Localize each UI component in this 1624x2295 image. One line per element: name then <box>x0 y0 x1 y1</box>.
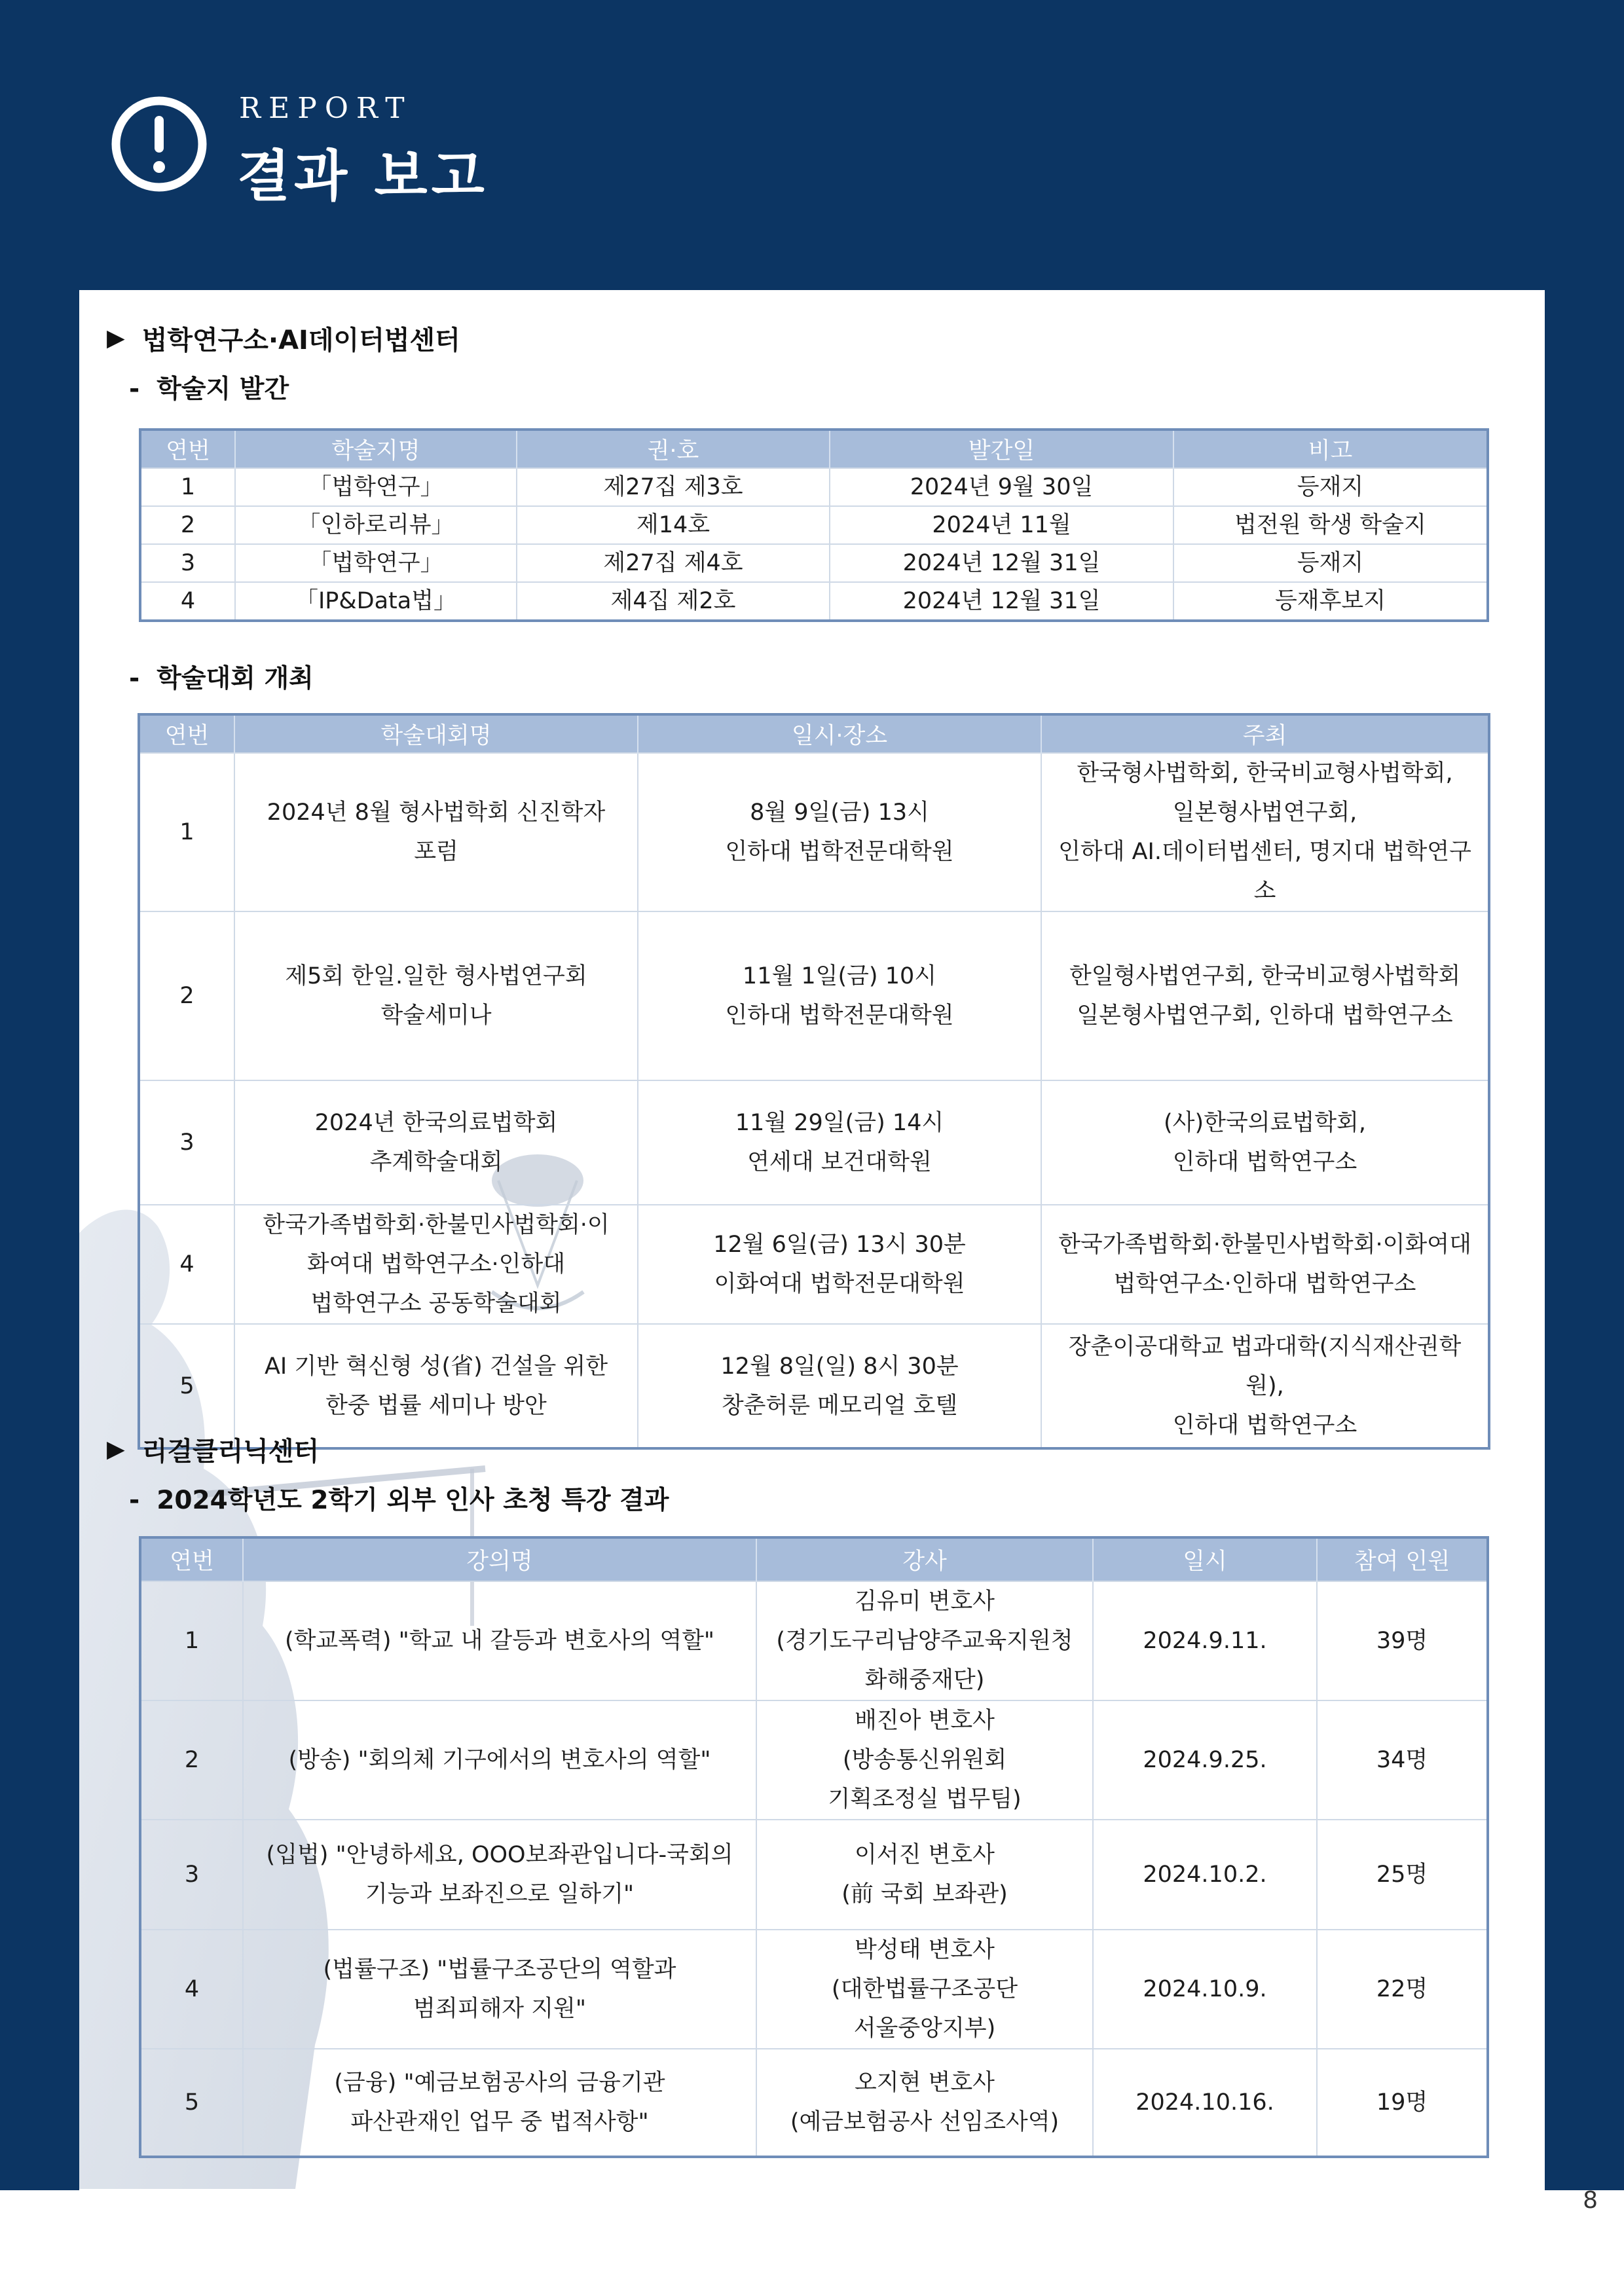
cell-note: 등재지 <box>1173 468 1488 506</box>
cell-lecture-title: (입법) "안녕하세요, OOO보좌관입니다-국회의 기능과 보좌진으로 일하기" <box>243 1820 756 1930</box>
section-heading-law-institute: ▶ 법학연구소·AI데이터법센터 <box>107 325 460 356</box>
column-header: 일시·장소 <box>638 714 1041 753</box>
cell-note: 등재후보지 <box>1173 582 1488 621</box>
table-header-row <box>140 430 1488 468</box>
cell-date: 2024.9.11. <box>1093 1581 1317 1700</box>
cell-lecture-title: (금융) "예금보험공사의 금융기관 파산관재인 업무 중 법적사항" <box>243 2049 756 2157</box>
cell-no: 5 <box>140 2049 243 2157</box>
triangle-bullet-icon: ▶ <box>107 1436 125 1463</box>
column-header: 발간일 <box>830 430 1173 468</box>
exclamation-icon <box>110 95 208 193</box>
section-heading-legal-clinic: ▶ 리걸클리닉센터 <box>107 1436 320 1467</box>
cell-datetime-place: 8월 9일(금) 13시 인하대 법학전문대학원 <box>638 753 1041 911</box>
report-kicker: REPORT <box>239 92 413 125</box>
cell-conference-name: 2024년 8월 형사법학회 신진학자 포럼 <box>234 753 638 911</box>
column-header: 주최 <box>1041 714 1489 753</box>
table-row <box>140 1581 1488 1700</box>
cell-conference-name: AI 기반 혁신형 성(省) 건설을 위한 한중 법률 세미나 방안 <box>234 1324 638 1448</box>
page-title: 결과 보고 <box>237 143 489 208</box>
table-row <box>140 544 1488 582</box>
cell-date: 2024.10.9. <box>1093 1930 1317 2049</box>
cell-host: 장춘이공대학교 법과대학(지식재산권학원), 인하대 법학연구소 <box>1041 1324 1489 1448</box>
cell-conference-name: 한국가족법학회·한불민사법학회·이 화여대 법학연구소·인하대 법학연구소 공동학술대회 <box>234 1205 638 1324</box>
cell-volume: 제14호 <box>517 506 830 544</box>
cell-host: 한국형사법학회, 한국비교형사법학회, 일본형사법연구회, 인하대 AI.데이터법센터, 명지대 법학연구소 <box>1041 753 1489 911</box>
cell-lecturer: 오지현 변호사 (예금보험공사 선임조사역) <box>756 2049 1093 2157</box>
conference-table <box>138 713 1490 1450</box>
cell-attendance: 22명 <box>1317 1930 1488 2049</box>
cell-no: 4 <box>140 1930 243 2049</box>
cell-journal: 「인하로리뷰」 <box>235 506 517 544</box>
table-row <box>140 1930 1488 2049</box>
column-header: 학술지명 <box>235 430 517 468</box>
cell-journal: 「법학연구」 <box>235 468 517 506</box>
triangle-bullet-icon: ▶ <box>107 325 125 352</box>
content-sheet <box>79 290 1545 2190</box>
table-row <box>140 1820 1488 1930</box>
cell-journal: 「법학연구」 <box>235 544 517 582</box>
table-header-row <box>139 714 1489 753</box>
cell-date: 2024년 12월 31일 <box>830 544 1173 582</box>
cell-date: 2024년 12월 31일 <box>830 582 1173 621</box>
cell-host: 한일형사법연구회, 한국비교형사법학회 일본형사법연구회, 인하대 법학연구소 <box>1041 911 1489 1080</box>
table-row <box>140 506 1488 544</box>
column-header: 연번 <box>140 1537 243 1581</box>
cell-volume: 제27집 제4호 <box>517 544 830 582</box>
cell-lecturer: 김유미 변호사 (경기도구리남양주교육지원청 화해중재단) <box>756 1581 1093 1700</box>
cell-no: 4 <box>140 582 235 621</box>
table-row <box>140 582 1488 621</box>
cell-no: 3 <box>140 544 235 582</box>
table-row <box>140 2049 1488 2157</box>
cell-lecturer: 배진아 변호사 (방송통신위원회 기획조정실 법무팀) <box>756 1700 1093 1820</box>
cell-conference-name: 제5회 한일.일한 형사법연구회 학술세미나 <box>234 911 638 1080</box>
cell-conference-name: 2024년 한국의료법학회 추계학술대회 <box>234 1080 638 1205</box>
subheading-journals: - 학술지 발간 <box>129 375 289 404</box>
cell-date: 2024.10.2. <box>1093 1820 1317 1930</box>
cell-no: 4 <box>139 1205 234 1324</box>
cell-no: 1 <box>139 753 234 911</box>
subheading-lectures: - 2024학년도 2학기 외부 인사 초청 특강 결과 <box>129 1486 669 1515</box>
cell-lecture-title: (법률구조) "법률구조공단의 역할과 범죄피해자 지원" <box>243 1930 756 2049</box>
cell-no: 1 <box>140 1581 243 1700</box>
journal-table <box>139 428 1489 622</box>
table-row <box>139 1080 1489 1205</box>
column-header: 일시 <box>1093 1537 1317 1581</box>
column-header: 비고 <box>1173 430 1488 468</box>
cell-note: 등재지 <box>1173 544 1488 582</box>
cell-datetime-place: 12월 8일(일) 8시 30분 창춘허룬 메모리얼 호텔 <box>638 1324 1041 1448</box>
cell-lecturer: 박성태 변호사 (대한법률구조공단 서울중앙지부) <box>756 1930 1093 2049</box>
cell-date: 2024년 9월 30일 <box>830 468 1173 506</box>
column-header: 연번 <box>139 714 234 753</box>
cell-no: 2 <box>140 506 235 544</box>
cell-no: 3 <box>140 1820 243 1930</box>
table-row <box>139 911 1489 1080</box>
cell-attendance: 34명 <box>1317 1700 1488 1820</box>
cell-lecturer: 이서진 변호사 (前 국회 보좌관) <box>756 1820 1093 1930</box>
cell-no: 2 <box>140 1700 243 1820</box>
cell-lecture-title: (방송) "회의체 기구에서의 변호사의 역할" <box>243 1700 756 1820</box>
table-row <box>139 753 1489 911</box>
cell-attendance: 25명 <box>1317 1820 1488 1930</box>
cell-lecture-title: (학교폭력) "학교 내 갈등과 변호사의 역할" <box>243 1581 756 1700</box>
cell-attendance: 39명 <box>1317 1581 1488 1700</box>
lecture-table <box>139 1536 1489 2158</box>
cell-volume: 제4집 제2호 <box>517 582 830 621</box>
cell-date: 2024.9.25. <box>1093 1700 1317 1820</box>
table-header-row <box>140 1537 1488 1581</box>
column-header: 강사 <box>756 1537 1093 1581</box>
cell-no: 1 <box>140 468 235 506</box>
cell-note: 법전원 학생 학술지 <box>1173 506 1488 544</box>
column-header: 강의명 <box>243 1537 756 1581</box>
subheading-conferences: - 학술대회 개최 <box>129 664 314 693</box>
column-header: 권·호 <box>517 430 830 468</box>
cell-no: 2 <box>139 911 234 1080</box>
cell-datetime-place: 12월 6일(금) 13시 30분 이화여대 법학전문대학원 <box>638 1205 1041 1324</box>
table-row <box>140 468 1488 506</box>
cell-datetime-place: 11월 29일(금) 14시 연세대 보건대학원 <box>638 1080 1041 1205</box>
cell-no: 3 <box>139 1080 234 1205</box>
column-header: 참여 인원 <box>1317 1537 1488 1581</box>
cell-date: 2024년 11월 <box>830 506 1173 544</box>
table-row <box>139 1205 1489 1324</box>
cell-host: (사)한국의료법학회, 인하대 법학연구소 <box>1041 1080 1489 1205</box>
column-header: 연번 <box>140 430 235 468</box>
cell-no: 5 <box>139 1324 234 1448</box>
cell-host: 한국가족법학회·한불민사법학회·이화여대 법학연구소·인하대 법학연구소 <box>1041 1205 1489 1324</box>
table-row <box>140 1700 1488 1820</box>
cell-datetime-place: 11월 1일(금) 10시 인하대 법학전문대학원 <box>638 911 1041 1080</box>
cell-attendance: 19명 <box>1317 2049 1488 2157</box>
cell-date: 2024.10.16. <box>1093 2049 1317 2157</box>
table-row <box>139 1324 1489 1448</box>
cell-journal: 「IP&Data법」 <box>235 582 517 621</box>
cell-volume: 제27집 제3호 <box>517 468 830 506</box>
column-header: 학술대회명 <box>234 714 638 753</box>
page-number: 8 <box>1583 2187 1598 2214</box>
page-header <box>105 92 694 208</box>
